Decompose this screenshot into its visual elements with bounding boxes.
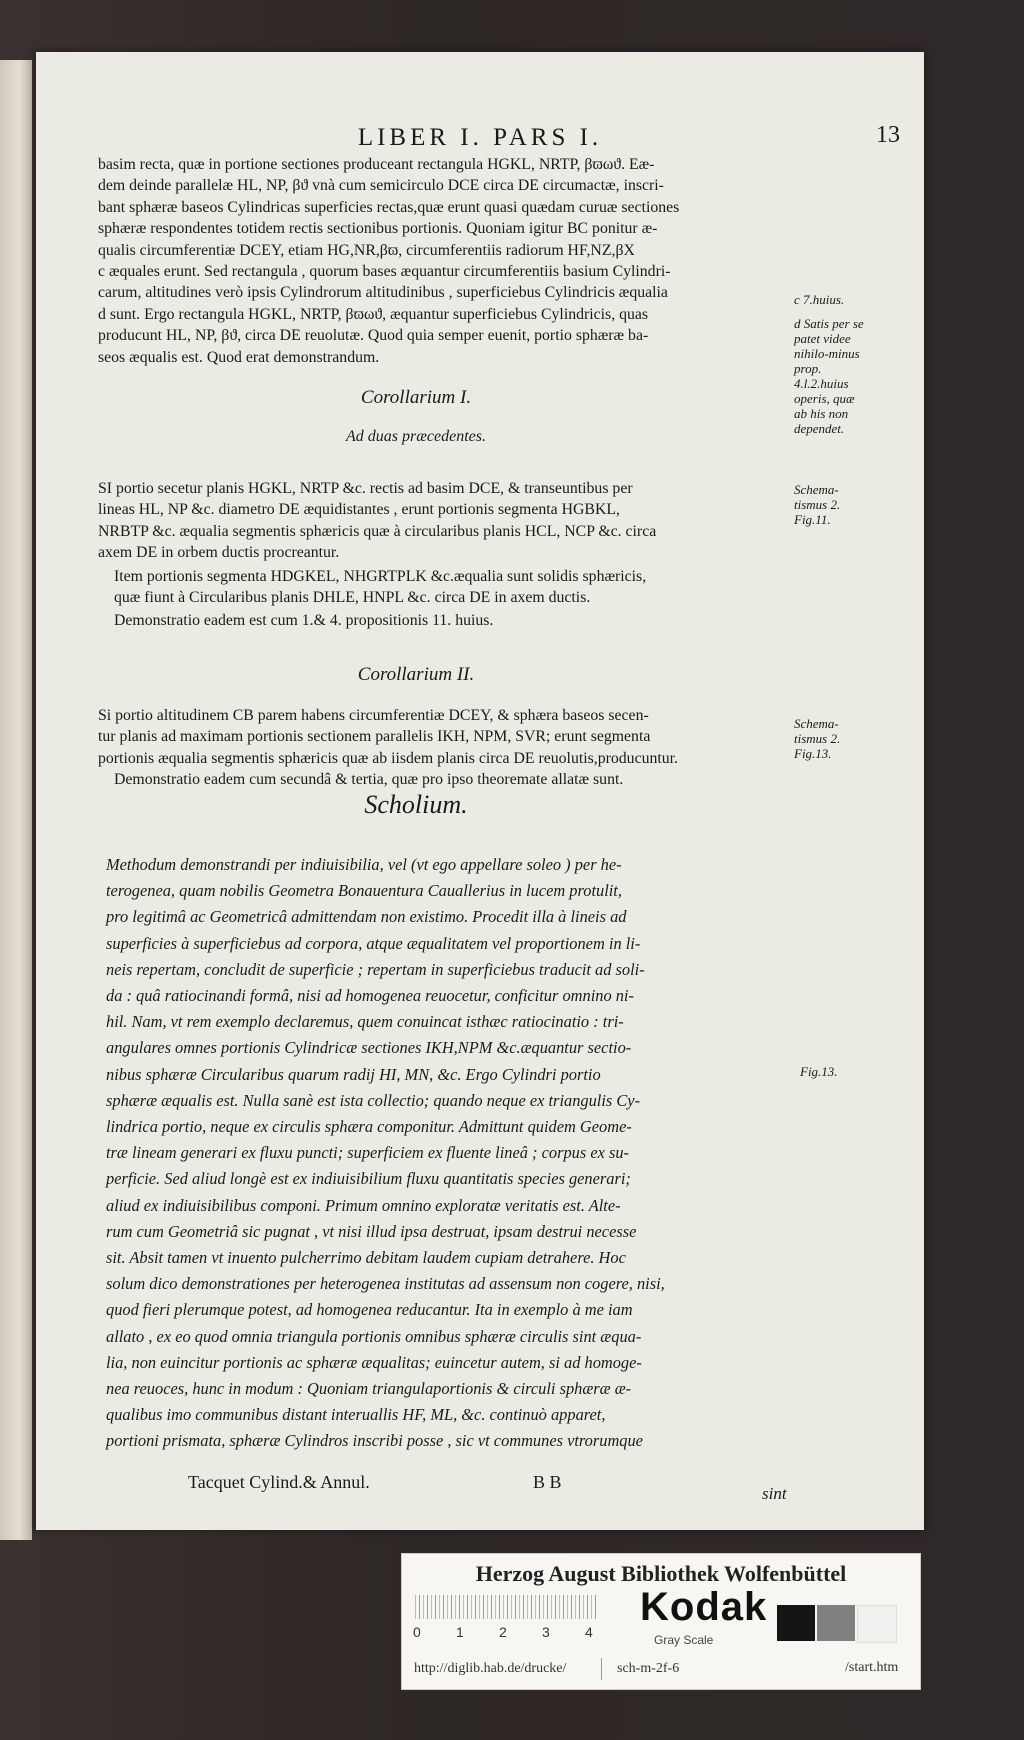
text-line: quæ fiunt à Circularibus planis DHLE, HNPL &c. circa DE in axem ductis. bbox=[114, 589, 591, 607]
text-line: c æquales erunt. Sed rectangula , quorum bases æquantur circumferentiis basium Cylindri- bbox=[98, 263, 671, 281]
scale-number: 4 bbox=[585, 1624, 593, 1640]
url-base: http://diglib.hab.de/drucke/ bbox=[414, 1661, 567, 1676]
text-line: nibus sphæræ Circularibus quarum radij HI, MN, &c. Ergo Cylindri portio bbox=[106, 1064, 601, 1084]
text-line: lia, non euincitur portionis ac sphæræ æqualitas; euincetur autem, si ad homoge- bbox=[106, 1352, 642, 1372]
gathering-mark: B B bbox=[533, 1472, 562, 1492]
signature-line: Tacquet Cylind.& Annul. bbox=[188, 1472, 370, 1492]
text-line: SI portio secetur planis HGKL, NRTP &c. rectis ad basim DCE, & transeuntibus per bbox=[98, 480, 633, 497]
text-line: portioni prismata, sphæræ Cylindros inscribi posse , sic vt communes vtrorumque bbox=[106, 1431, 643, 1451]
text-line: hil. Nam, vt rem exemplo declaremus, quem conuincat isthæc ratiocinatio : tri- bbox=[106, 1012, 624, 1032]
text-line: lineas HL, NP &c. diametro DE æquidistantes , erunt portionis segmenta HGBKL, bbox=[98, 501, 620, 519]
text-line: neis repertam, concludit de superficie ; repertam in superficiebus traducit ad soli- bbox=[106, 959, 645, 979]
text-line: nea reuoces, hunc in modum : Quoniam triangulaportionis & circuli sphæræ æ- bbox=[106, 1379, 632, 1399]
corollary-2-paragraph bbox=[98, 705, 790, 791]
scale-number: 1 bbox=[456, 1624, 464, 1640]
text-line: qualibus imo communibus distant interuallis HF, ML, &c. continuò apparet, bbox=[106, 1405, 606, 1425]
text-line: dem deinde parallelæ HL, NP, βϑ vnà cum semicirculo DCE circa DE circumactæ, inscri- bbox=[98, 177, 664, 195]
text-line: angulares omnes portionis Cylindricæ sectiones IKH,NPM &c.æquantur sectio- bbox=[106, 1038, 632, 1058]
text-line: træ lineam generari ex fluxu puncti; superficiem ex fluente lineâ ; corpus ex su- bbox=[106, 1143, 629, 1163]
corollary-1-paragraph bbox=[98, 478, 788, 564]
text-line: d sunt. Ergo rectangula HGKL, NRTP, βϖωϑ, æquantur superficiebus Cylindricis, quas bbox=[98, 305, 649, 323]
library-name: Herzog August Bibliothek Wolfenbüttel bbox=[475, 1561, 847, 1586]
scale-ruler bbox=[415, 1595, 596, 1619]
text-line: bant sphæræ baseos Cylindricas superficies rectas,quæ erunt quasi quædam curuæ sectiones bbox=[98, 198, 680, 216]
text-line: portionis æqualia segmentis sphæricis quæ ab iisdem planis circa DE reuolutis,producuntur. bbox=[98, 749, 679, 767]
text-line: allato , ex eo quod omnia triangula portionis omnibus sphæræ circulis sint æqua- bbox=[106, 1326, 642, 1346]
text-line: Methodum demonstrandi per indiuisibilia, vel (vt ego appellare soleo ) per he- bbox=[106, 855, 622, 874]
text-line: Item portionis segmenta HDGKEL, NHGRTPLK &c.æqualia sunt solidis sphæricis, bbox=[114, 568, 647, 585]
text-line: qualis circumferentiæ DCEY, etiam HG,NR,βϖ, circumferentiis radiorum HF,NZ,βX bbox=[98, 241, 635, 259]
margin-note-fig-13: Fig.13. bbox=[800, 1064, 838, 1079]
catchword: sint bbox=[762, 1484, 787, 1503]
margin-note-d: d Satis per se patet videe nihilo-minus prop. 4.l.2.huius operis, quæ ab his non dependet. bbox=[794, 316, 864, 436]
text-line: sphæræ respondentes totidem rectis sectionibus portionis. Quoniam igitur BC ponitur æ- bbox=[98, 220, 658, 238]
margin-note-c: c 7.huius. bbox=[794, 292, 845, 307]
running-head: LIBER I. PARS I. bbox=[357, 124, 603, 151]
scale-number: 3 bbox=[542, 1624, 550, 1640]
text-line: solum dico demonstrationes per heterogenea institutas ad assensum non cogere, nisi, bbox=[106, 1274, 665, 1294]
color-swatch-white bbox=[857, 1605, 897, 1643]
text-line: aliud ex indiuisibilibus componi. Primum omnino exploratæ veritatis est. Alte- bbox=[106, 1195, 621, 1215]
corollary-2-heading: Corollarium II. bbox=[357, 664, 475, 685]
text-line: carum, altitudines verò ipsis Cylindrorum altitudinibus , superficiebus Cylindricis æqualia bbox=[98, 284, 668, 302]
scholium-paragraph bbox=[106, 852, 792, 1455]
text-line: sit. Absit tamen vt inuento pulcherrimo debitam laudem cupiam detrahere. Hoc bbox=[106, 1248, 626, 1268]
text-line: quod fieri plerumque potest, ad homogenea reducantur. Ita in exemplo à me iam bbox=[106, 1300, 633, 1320]
color-swatch-black bbox=[777, 1605, 815, 1641]
library-color-card bbox=[401, 1553, 921, 1690]
text-line: sphæræ æqualis est. Nulla sanè est ista collectio; quando neque ex triangulis Cy- bbox=[106, 1090, 641, 1110]
previous-page-edge bbox=[0, 60, 32, 1540]
url-suffix: /start.htm bbox=[845, 1660, 899, 1675]
text-line: superficies à superficiebus ad corpora, atque æqualitatem vel proportionem in li- bbox=[106, 933, 641, 953]
gray-scale-label: Gray Scale bbox=[654, 1633, 714, 1647]
url-shelfmark: sch-m-2f-6 bbox=[617, 1661, 680, 1676]
corollary-1-paragraph-2 bbox=[114, 566, 788, 609]
corollary-1-heading: Corollarium I. bbox=[360, 387, 472, 408]
color-swatch-gray bbox=[817, 1605, 855, 1641]
text-line: NRBTP &c. æqualia segmentis sphæricis quæ à circularibus planis HCL, NCP &c. circa bbox=[98, 522, 657, 540]
text-line: lindrica portio, neque ex circulis sphæra componitur. Admittunt quidem Geome- bbox=[106, 1117, 632, 1137]
text-line: perficie. Sed aliud longè est ex indiuisibilium fluxu quantitatis species generari; bbox=[106, 1169, 631, 1189]
text-line: axem DE in orbem ductis procreantur. bbox=[98, 544, 340, 562]
page-number: 13 bbox=[876, 122, 900, 148]
text-line: da : quâ ratiocinandi formâ, nisi ad homogenea reuocetur, conficitur omnino ni- bbox=[106, 986, 634, 1006]
corollary-1-subheading: Ad duas præcedentes. bbox=[346, 428, 486, 445]
margin-note-schema-1: Schema-tismus 2. Fig.11. bbox=[794, 482, 841, 527]
text-line: tur planis ad maximam portionis sectionem parallelis IKH, NPM, SVR; erunt segmenta bbox=[98, 728, 651, 746]
scale-number: 2 bbox=[499, 1624, 507, 1640]
text-line: producunt HL, NP, βϑ, circa DE reuolutæ. Quod quia semper euenit, portio sphæræ ba- bbox=[98, 327, 649, 345]
corollary-1-demonstration: Demonstratio eadem est cum 1.& 4. propositionis 11. huius. bbox=[114, 612, 494, 629]
kodak-logo: Kodak bbox=[640, 1585, 768, 1629]
url-divider bbox=[601, 1658, 602, 1680]
text-line: terogenea, quam nobilis Geometra Bonauentura Cauallerius in lucem protulit, bbox=[106, 881, 622, 901]
text-line: basim recta, quæ in portione sectiones produceant rectangula HGKL, NRTP, βϖωϑ. Eæ- bbox=[98, 156, 655, 173]
proof-paragraph bbox=[98, 154, 794, 368]
text-line: Si portio altitudinem CB parem habens circumferentiæ DCEY, & sphæra baseos secen- bbox=[98, 707, 649, 724]
text-line: rum cum Geometriâ sic pugnat , vt nisi illud ipsa destruat, ipsam destrui necesse bbox=[106, 1221, 637, 1241]
text-line: seos æqualis est. Quod erat demonstrandum. bbox=[98, 348, 380, 366]
scholium-heading: Scholium. bbox=[364, 790, 468, 819]
margin-note-schema-2: Schema-tismus 2. Fig.13. bbox=[794, 716, 841, 761]
text-line: Demonstratio eadem cum secundâ & tertia, quæ pro ipso theoremate allatæ sunt. bbox=[114, 771, 624, 789]
scale-number: 0 bbox=[413, 1624, 421, 1640]
text-line: pro legitimâ ac Geometricâ admittendam non existimo. Procedit illa à lineis ad bbox=[106, 907, 627, 927]
book-page bbox=[36, 52, 924, 1530]
